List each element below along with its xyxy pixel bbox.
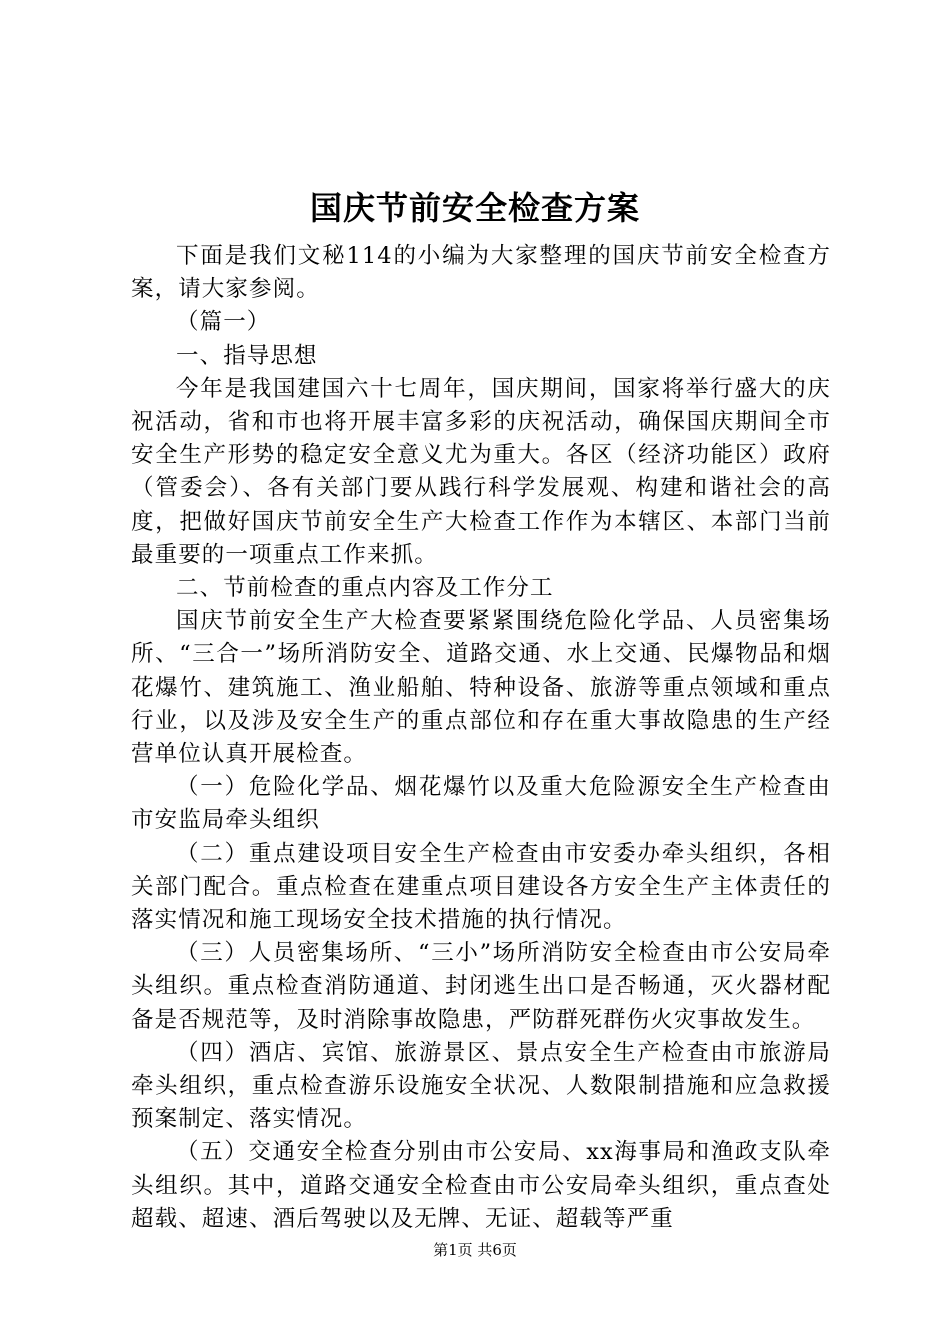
paragraph: 下面是我们文秘114的小编为大家整理的国庆节前安全检查方案，请大家参阅。 bbox=[131, 243, 831, 303]
paragraph: 国庆节前安全生产大检查要紧紧围绕危险化学品、人员密集场所、“三合一”场所消防安全、道路交通、水上交通、民爆物品和烟花爆竹、建筑施工、渔业船舶、特种设备、旅游等重点领域和重点行业，以及涉及安全生产的重点部位和存在重大事故隐患的生产经营单位认真开展检查。 bbox=[131, 608, 831, 768]
paragraph: 今年是我国建国六十七周年，国庆期间，国家将举行盛大的庆祝活动，省和市也将开展丰富多彩的庆祝活动，确保国庆期间全市安全生产形势的稳定安全意义尤为重大。各区（经济功能区）政府（管委会）、各有关部门要从践行科学发展观、构建和谐社会的高度，把做好国庆节前安全生产大检查工作作为本辖区、本部门当前最重要的一项重点工作来抓。 bbox=[131, 375, 831, 568]
paragraph: （三）人员密集场所、“三小”场所消防安全检查由市公安局牵头组织。重点检查消防通道、封闭逃生出口是否畅通，灭火器材配备是否规范等，及时消除事故隐患，严防群死群伤火灾事故发生。 bbox=[131, 940, 831, 1033]
section-heading: 二、节前检查的重点内容及工作分工 bbox=[176, 575, 554, 602]
document-title: 国庆节前安全检查方案 bbox=[309, 189, 640, 227]
document-body bbox=[131, 240, 831, 1236]
section-heading: 一、指导思想 bbox=[176, 342, 318, 369]
page-number-footer: 第1页 共6页 bbox=[433, 1241, 517, 1259]
paragraph: （二）重点建设项目安全生产检查由市安委办牵头组织，各相关部门配合。重点检查在建重点项目建设各方安全生产主体责任的落实情况和施工现场安全技术措施的执行情况。 bbox=[131, 840, 831, 934]
paragraph: （篇一） bbox=[176, 309, 271, 336]
paragraph: （一）危险化学品、烟花爆竹以及重大危险源安全生产检查由市安监局牵头组织 bbox=[131, 774, 831, 834]
paragraph: （五）交通安全检查分别由市公安局、xx海事局和渔政支队牵头组织。其中，道路交通安全检查由市公安局牵头组织，重点查处超载、超速、酒后驾驶以及无牌、无证、超载等严重 bbox=[131, 1139, 831, 1232]
paragraph: （四）酒店、宾馆、旅游景区、景点安全生产检查由市旅游局牵头组织，重点检查游乐设施安全状况、人数限制措施和应急救援预案制定、落实情况。 bbox=[131, 1039, 831, 1133]
